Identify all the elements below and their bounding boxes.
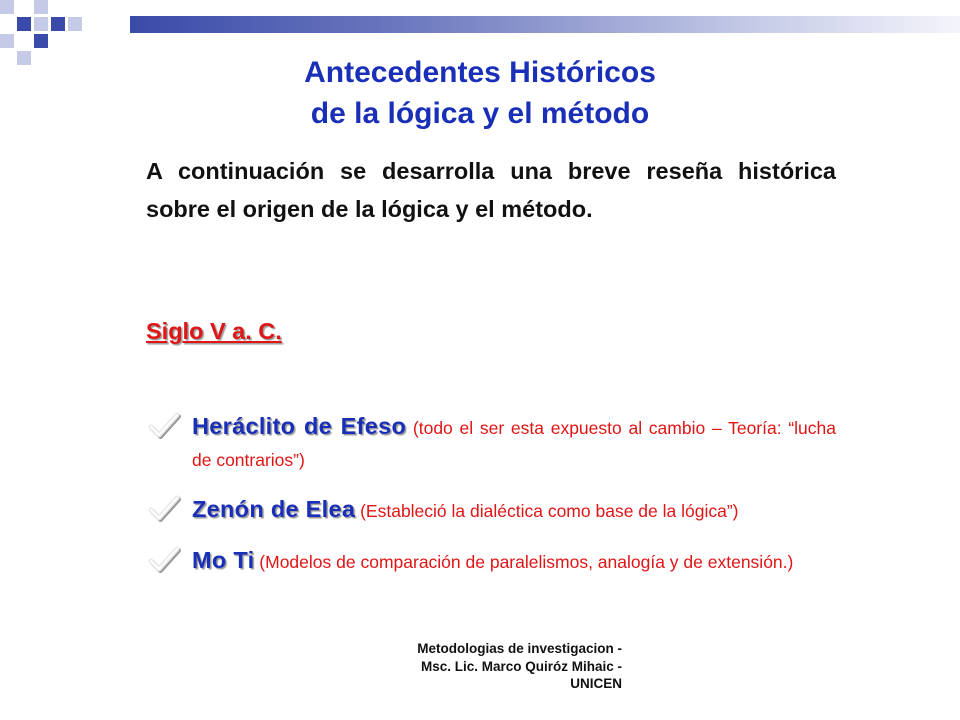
footer-line-1: Metodologias de investigacion - [417,641,622,656]
bullet-list [146,410,836,595]
section-heading: Siglo V a. C. [146,318,282,344]
checkmark-icon [146,410,182,442]
item-description: (todo el ser esta expuesto al cambio – Teoría: “lucha de contrarios”) [192,418,836,470]
intro-paragraph: A continuación se desarrolla una breve reseña histórica sobre el origen de la lógica y el método. [146,158,836,222]
footer-line-2: Msc. Lic. Marco Quiróz Mihaic - [420,658,622,674]
item-name: Zenón de Elea [192,496,356,522]
list-item [146,493,836,527]
checkmark-icon [146,544,182,576]
item-description: (Estableció la dialéctica como base de la lógica”) [360,501,739,521]
title-line-2: de la lógica y el método [310,97,650,130]
item-description: (Modelos de comparación de paralelismos, analogía y de extensión.) [259,552,794,572]
slide-footer [340,640,622,693]
item-name: Heráclito de Efeso [192,413,407,439]
list-item [146,410,836,476]
checkmark-icon [146,493,182,525]
slide-title [0,52,960,134]
footer-line-3: UNICEN [570,676,622,691]
list-item-text [192,493,836,527]
title-line-1: Antecedentes Históricos [304,56,656,89]
list-item-text [192,410,836,476]
header-gradient-bar [130,16,960,33]
list-item-text [192,544,836,578]
item-name: Mo Ti [192,547,255,573]
list-item [146,544,836,578]
